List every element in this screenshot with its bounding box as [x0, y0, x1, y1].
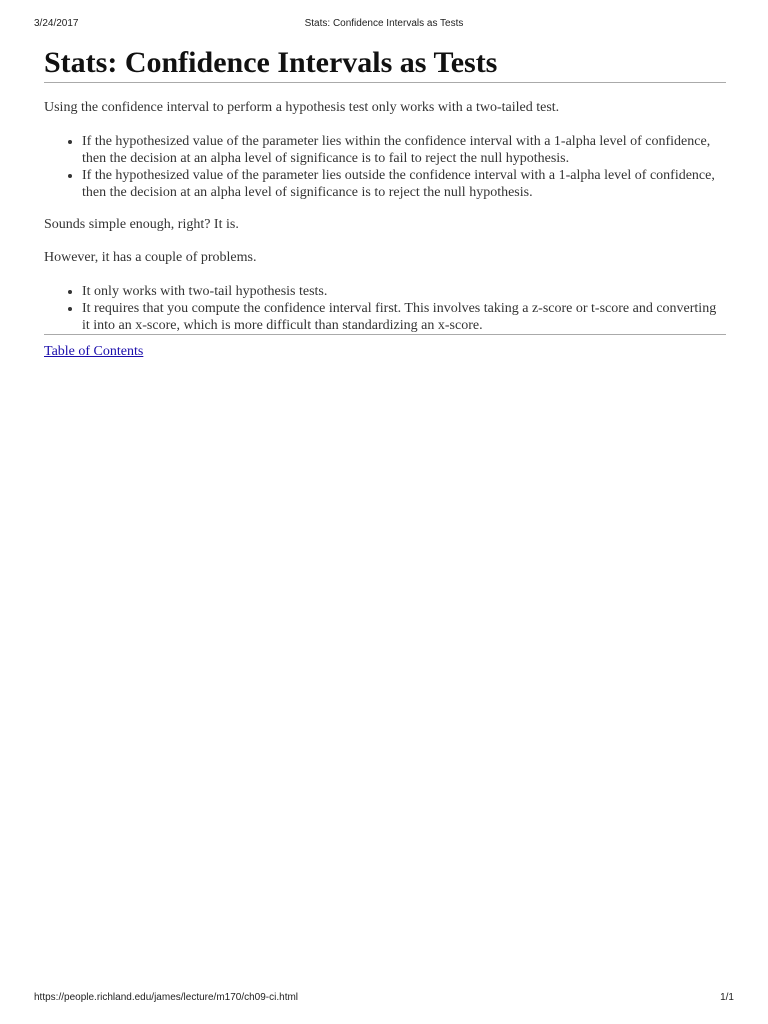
toc-container	[44, 343, 726, 361]
simple-paragraph: Sounds simple enough, right? It is.	[44, 217, 239, 232]
page-content	[44, 44, 726, 361]
list-item: • If the hypothesized value of the parameter lies within the confidence interval with a 1-alpha level of confidence, then the decision at an alpha level of significance is to fail to reject the null hypothesis.	[82, 133, 726, 167]
print-header	[34, 18, 734, 32]
bottom-divider	[44, 334, 726, 335]
print-title: Stats: Confidence Intervals as Tests	[304, 18, 464, 29]
decision-rules-list	[44, 133, 726, 201]
page-title: Stats: Confidence Intervals as Tests	[44, 46, 498, 79]
list-item: • If the hypothesized value of the parameter lies outside the confidence interval with a 1-alpha level of confidence, then the decision at an alpha level of significance is to reject the null hypothesis.	[82, 167, 726, 201]
top-divider	[44, 82, 726, 83]
print-page-number: 1/1	[720, 992, 734, 1003]
table-of-contents-link[interactable]: Table of Contents	[44, 344, 144, 359]
print-url: https://people.richland.edu/james/lecture/m170/ch09-ci.html	[34, 992, 299, 1003]
print-date: 3/24/2017	[34, 18, 79, 29]
problems-list	[44, 283, 726, 334]
list-item: • It requires that you compute the confidence interval first. This involves taking a z-score or t-score and converting it into an x-score, which is more difficult than standardizing an x-score.	[82, 300, 726, 334]
problems-intro-paragraph: However, it has a couple of problems.	[44, 250, 257, 265]
intro-paragraph: Using the confidence interval to perform a hypothesis test only works with a two-tailed test.	[44, 100, 560, 115]
list-item: • It only works with two-tail hypothesis tests.	[82, 283, 726, 300]
print-footer	[34, 992, 734, 1006]
